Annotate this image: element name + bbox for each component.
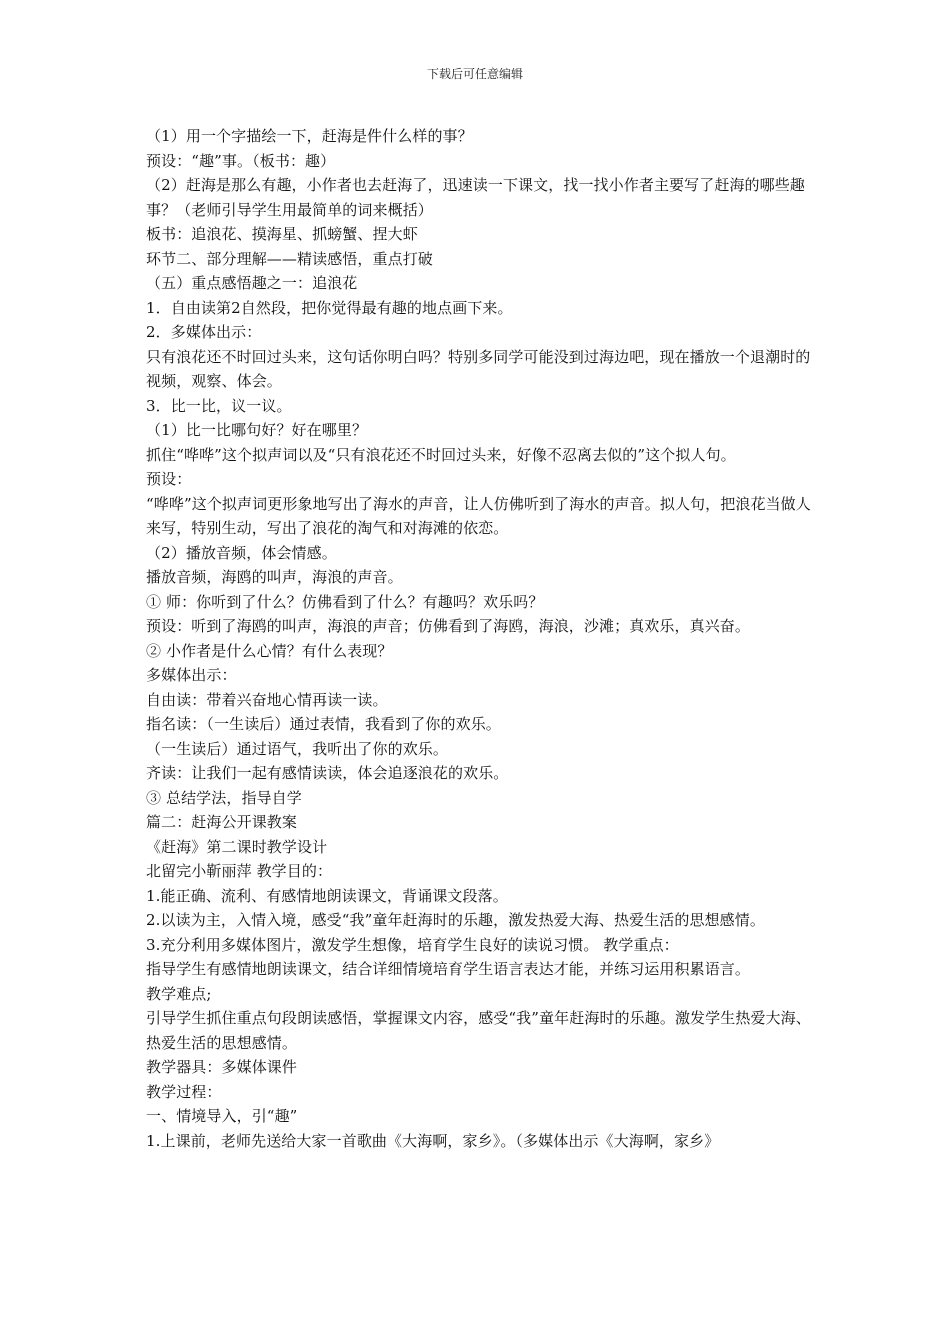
paragraph: 2．多媒体出示： <box>146 323 262 341</box>
paragraph: 预设： <box>146 470 192 488</box>
paragraph: 播放音频，海鸥的叫声，海浪的声音。 <box>146 568 403 586</box>
section-heading: 篇二：赶海公开课教案 <box>146 813 298 831</box>
paragraph: 1.上课前，老师先送给大家一首歌曲《大海啊，家乡》。（多媒体出示《大海啊，家乡》 <box>146 1131 720 1150</box>
paragraph: （五）重点感悟趣之一：追浪花 <box>146 274 358 292</box>
paragraph: （1）用一个字描绘一下，赶海是件什么样的事？ <box>146 127 473 145</box>
paragraph: 指名读：（一生读后）通过表情，我看到了你的欢乐。 <box>146 715 501 733</box>
paragraph: 2.以读为主，入情入境，感受“我”童年赶海时的乐趣，激发热爱大海、热爱生活的思想感情。 <box>146 911 765 929</box>
paragraph: 只有浪花还不时回过头来，这句话你明白吗？特别多同学可能没到过海边吧，现在播放一个退潮时的视频，观察、体会。 <box>146 347 811 390</box>
paragraph: 板书：追浪花、摸海星、抓螃蟹、捏大虾 <box>146 225 418 243</box>
paragraph: 《赶海》第二课时教学设计 <box>146 837 328 856</box>
paragraph: 自由读：带着兴奋地心情再读一读。 <box>146 690 388 709</box>
paragraph: ③ 总结学法，指导自学 <box>146 788 302 807</box>
paragraph: 环节二、部分理解——精读感悟，重点打破 <box>146 249 433 268</box>
paragraph: ② 小作者是什么心情？有什么表现？ <box>146 641 393 660</box>
paragraph: （1）比一比哪句好？好在哪里？ <box>146 421 368 439</box>
paragraph: 预设：听到了海鸥的叫声，海浪的声音；仿佛看到了海鸥，海浪，沙滩；真欢乐，真兴奋。 <box>146 617 751 635</box>
paragraph: 1.能正确、流利、有感情地朗读课文，背诵课文段落。 <box>146 886 508 905</box>
paragraph: （2）播放音频，体会情感。 <box>146 543 337 562</box>
paragraph: 1．自由读第2自然段，把你觉得最有趣的地点画下来。 <box>146 298 513 317</box>
paragraph: ① 师：你听到了什么？仿佛看到了什么？有趣吗？欢乐吗？ <box>146 592 544 611</box>
paragraph: 引导学生抓住重点句段朗读感悟，掌握课文内容，感受“我”童年赶海时的乐趣。激发学生热爱大海、热爱生活的思想感情。 <box>146 1009 811 1052</box>
paragraph: 教学器具：多媒体课件 <box>146 1058 298 1076</box>
paragraph: 抓住“哗哗”这个拟声词以及“只有浪花还不时回过头来，好像不忍离去似的”这个拟人句。 <box>146 445 736 464</box>
paragraph: “哗哗”这个拟声词更形象地写出了海水的声音，让人仿佛听到了海水的声音。拟人句，把浪花当做人来写，特别生动，写出了浪花的淘气和对海滩的依恋。 <box>146 494 811 537</box>
paragraph: 教学过程： <box>146 1082 222 1101</box>
paragraph: 多媒体出示： <box>146 666 237 684</box>
paragraph: 一、情境导入，引“趣” <box>146 1107 298 1125</box>
paragraph: 预设：“趣”事。（板书：趣） <box>146 151 336 170</box>
paragraph: 教学难点; <box>146 984 212 1003</box>
paragraph: （一生读后）通过语气，我听出了你的欢乐。 <box>146 739 449 758</box>
paragraph: 北留完小靳丽萍 教学目的： <box>146 862 333 880</box>
page-header: 下载后可任意编辑 <box>426 67 523 81</box>
paragraph: 齐读：让我们一起有感情读读，体会追逐浪花的欢乐。 <box>146 764 509 782</box>
paragraph: 3．比一比，议一议。 <box>146 396 292 415</box>
document-body <box>146 124 814 1153</box>
paragraph: 指导学生有感情地朗读课文，结合详细情境培育学生语言表达才能，并练习运用积累语言。 <box>146 960 751 978</box>
paragraph: 3.充分利用多媒体图片，激发学生想像，培育学生良好的读说习惯。 教学重点： <box>146 935 679 954</box>
paragraph: （2）赶海是那么有趣，小作者也去赶海了，迅速读一下课文，找一找小作者主要写了赶海的哪些趣事？（老师引导学生用最简单的词来概括） <box>146 176 805 219</box>
